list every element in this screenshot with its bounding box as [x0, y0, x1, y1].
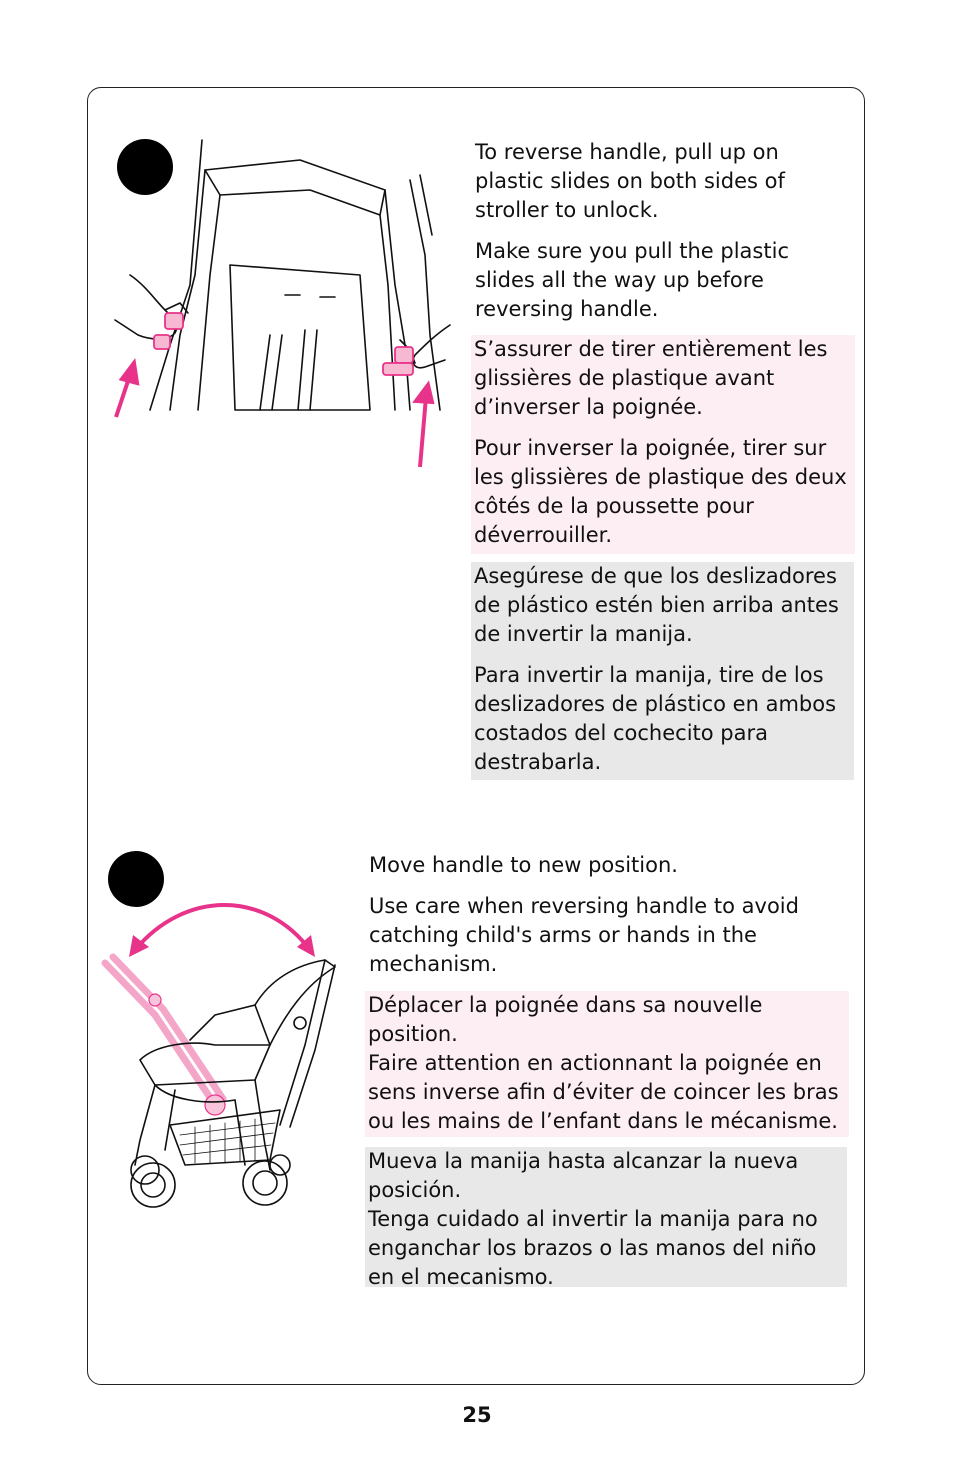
step-1-fr-para-2: Pour inverser la poignée, tirer sur les glissières de plastique des deux côtés de la poussette pour déverrouiller.	[474, 436, 847, 547]
step-1-en-para-1: To reverse handle, pull up on plastic slides on both sides of stroller to unlock.	[475, 140, 785, 222]
step-2-es-para-2: Tenga cuidado al invertir la manija para no enganchar los brazos o las manos del niño en el mecanismo.	[368, 1207, 818, 1289]
step-2-es-para-1: Mueva la manija hasta alcanzar la nueva posición.	[368, 1149, 799, 1202]
step-1-english	[475, 138, 850, 336]
step-1-french-box	[471, 335, 855, 554]
step-1-es-para-2: Para invertir la manija, tire de los deslizadores de plástico en ambos costados del cochecito para destrabarla.	[474, 663, 837, 774]
step-1-spanish-box	[471, 562, 854, 780]
handle-slides-illustration	[110, 135, 455, 475]
step-2-en-para-1: Move handle to new position.	[369, 853, 678, 877]
step-2-english	[369, 851, 844, 991]
page-number: 25	[462, 1403, 492, 1427]
step-2-fr-para-1: Déplacer la poignée dans sa nouvelle position.	[368, 993, 763, 1046]
step-2-en-para-2: Use care when reversing handle to avoid catching child's arms or hands in the mechanism.	[369, 894, 799, 976]
step-2-french-box	[365, 991, 849, 1137]
step-1-en-para-2: Make sure you pull the plastic slides all the way up before reversing handle.	[475, 239, 789, 321]
stroller-handle-move-illustration	[95, 895, 350, 1210]
step-1-fr-para-1: S’assurer de tirer entièrement les glissières de plastique avant d’inverser la poignée.	[474, 337, 828, 419]
step-1-es-para-1: Asegúrese de que los deslizadores de plástico estén bien arriba antes de invertir la manija.	[474, 564, 839, 646]
step-2-spanish-box	[365, 1147, 847, 1287]
step-2-fr-para-2: Faire attention en actionnant la poignée en sens inverse afin d’éviter de coincer les bras ou les mains de l’enfant dans le mécanisme.	[368, 1051, 839, 1133]
